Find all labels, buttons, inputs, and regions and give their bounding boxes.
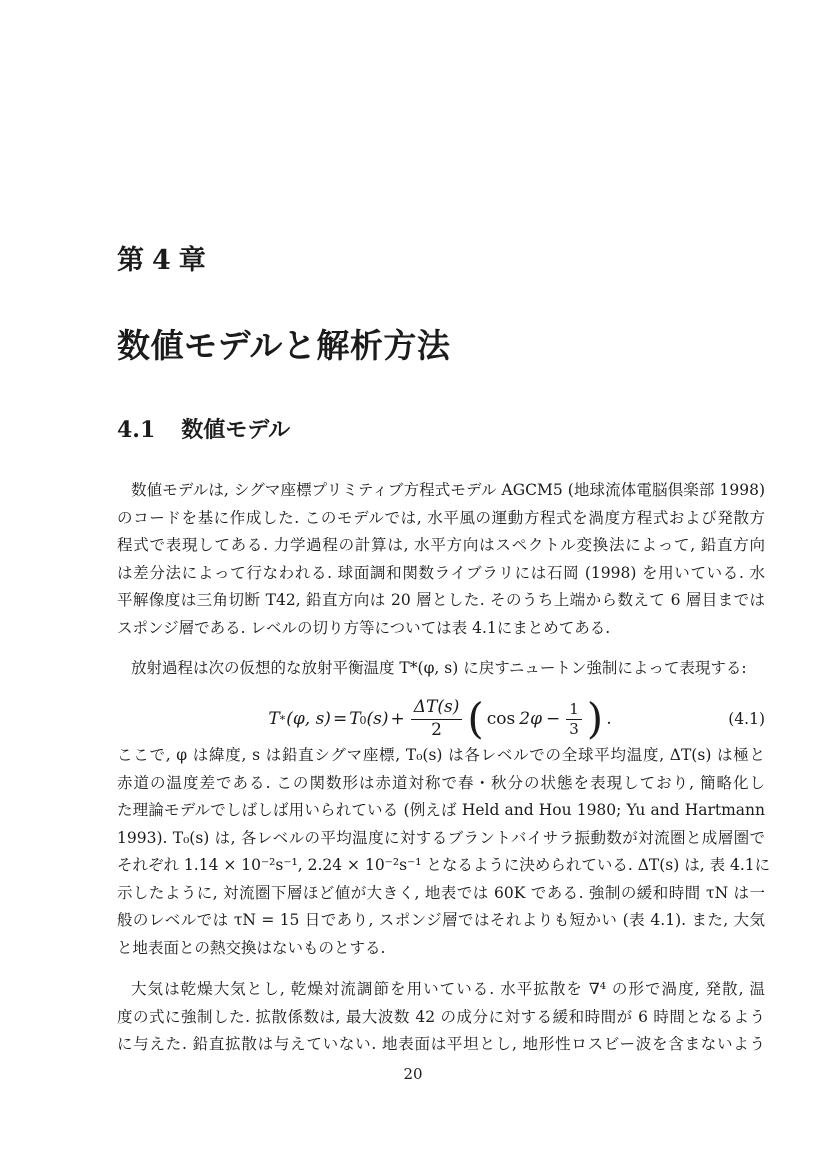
body-line: 示したように, 対流圏下層ほど値が大きく, 地表では 60K である. 強制の緩和時間 τN は一: [117, 883, 765, 902]
page-number: 20: [403, 1065, 423, 1083]
body-line: それぞれ 1.14 × 10⁻²s⁻¹, 2.24 × 10⁻²s⁻¹ となるように決められている. ΔT(s) は, 表 4.1に: [117, 856, 771, 874]
chapter-number: 4: [152, 245, 172, 276]
body-line: 数値モデルは, シグマ座標プリミティブ方程式モデル AGCM5 (地球流体電脳倶楽部 1998): [131, 481, 765, 499]
body-line: 赤道の温度差である. この関数形は赤道対称で春・秋分の状態を表現しており, 簡略化し: [117, 773, 765, 792]
paragraph-1: [117, 477, 765, 642]
section-number: 4.1: [117, 417, 156, 443]
body-line: 般のレベルでは τN = 15 日であり, スポンジ層ではそれよりも短かい (表 4.1). また, 大気: [117, 911, 765, 929]
one-third-fraction: $\frac{1}{3}$: [566, 700, 582, 739]
plus-sign: +: [390, 709, 405, 729]
body-line: 1993). T₀(s) は, 各レベルの平均温度に対するブラントバイサラ振動数が対流圏と成層圏で: [117, 828, 765, 847]
body-line: のコードを基に作成した. このモデルでは, 水平風の運動方程式を渦度方程式および発散方: [117, 508, 765, 527]
open-paren: (: [467, 694, 484, 743]
close-paren: ): [586, 694, 604, 743]
equation-number: (4.1): [728, 710, 765, 728]
section-heading: [117, 413, 765, 444]
body-line: ここで, φ は緯度, s は鉛直シグマ座標, T₀(s) は各レベルでの全球平均温度, ΔT(s) は極と: [117, 746, 765, 764]
equation-body: [268, 694, 613, 743]
body-line: 大気は乾燥大気とし, 乾燥対流調節を用いている. 水平拡散を ∇⁴ の形で渦度, 発散, 温: [131, 980, 765, 998]
paragraph-2: [117, 742, 771, 962]
body-line: た理論モデルでしばしば用いられている (例えば Held and Hou 1980; Yu and Hartmann: [117, 801, 766, 819]
body-line: に与えた. 鉛直拡散は与えていない. 地表面は平坦とし, 地形性ロスビー波を含まないよう: [117, 1035, 765, 1053]
chapter-prefix: 第: [117, 245, 145, 276]
cos-function: cos: [486, 709, 516, 729]
cos-argument: 2φ: [519, 709, 542, 729]
body-line: 度の式に強制した. 拡散係数は, 最大波数 42 の成分に対する緩和時間が 6 時間となるよう: [117, 1007, 765, 1026]
body-line: 程式で表現してある. 力学過程の計算は, 水平方向はスペクトル変換法によって, 鉛直方向: [117, 536, 765, 554]
equation-4-1: [117, 688, 765, 750]
body-line: と地表面との熱交換はないものとする.: [117, 938, 386, 957]
section-title: 数値モデル: [181, 418, 291, 443]
equals-sign: =: [332, 709, 348, 729]
chapter-suffix: 章: [178, 245, 207, 276]
paragraph-3: [117, 976, 765, 1059]
minus-sign: −: [546, 709, 561, 729]
paragraph-2-intro: [117, 655, 765, 683]
body-line: 放射過程は次の仮想的な放射平衡温度 T*(φ, s) に戻すニュートン強制によって表現する:: [131, 659, 747, 677]
delta-t-fraction: $\frac{\Delta T(s)}{2}$: [411, 697, 463, 741]
body-line: は差分法によって行なわれる. 球面調和関数ライブラリには石岡 (1998) を用いている. 水: [117, 563, 765, 582]
t0-term: T 0 (s): [349, 709, 389, 729]
t-star-term: T ∗ (φ, s): [268, 709, 331, 729]
equation-period: .: [606, 709, 612, 729]
chapter-title: 数値モデルと解析方法: [117, 326, 451, 365]
body-line: スポンジ層である. レベルの切り方等については表 4.1にまとめてある.: [117, 618, 611, 637]
body-line: 平解像度は三角切断 T42, 鉛直方向は 20 層とした. そのうち上端から数えて 6 層目までは: [117, 591, 765, 609]
chapter-heading: [117, 238, 765, 277]
